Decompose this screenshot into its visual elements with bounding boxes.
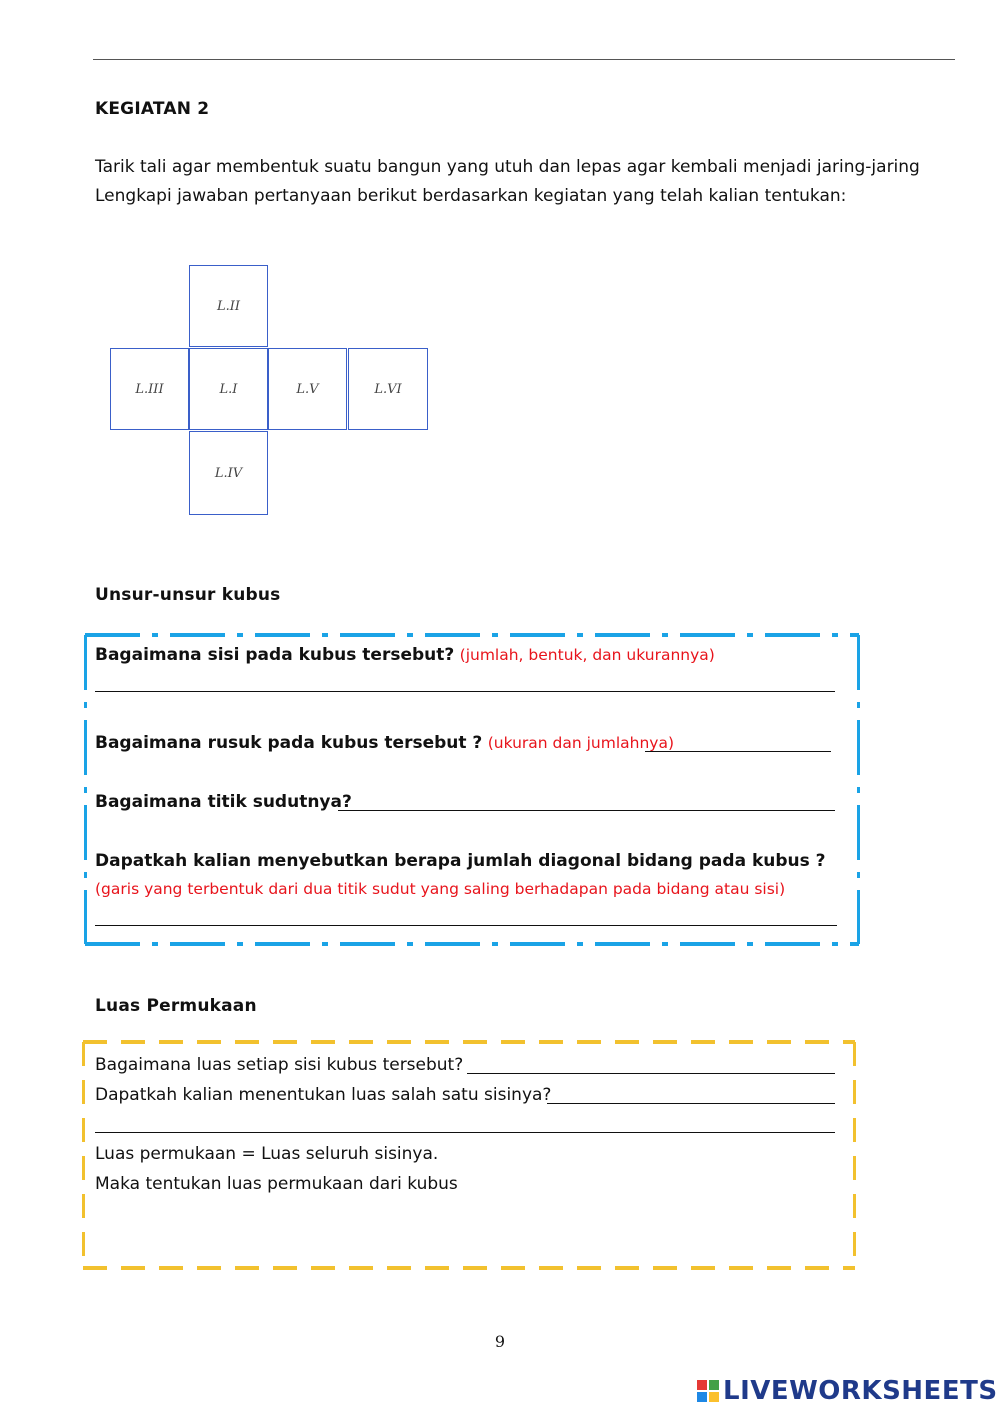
net-face-right[interactable]: L.V — [268, 348, 347, 430]
question-sisi-hint: (jumlah, bentuk, dan ukurannya) — [459, 646, 715, 664]
instruction-line-2: Lengkapi jawaban pertanyaan berikut berdasarkan kegiatan yang telah kalian tentukan: — [95, 186, 847, 206]
net-face-top[interactable]: L.II — [189, 265, 268, 347]
answer-line-luas-1[interactable] — [467, 1073, 835, 1074]
question-rusuk-text: Bagaimana rusuk pada kubus tersebut ? — [95, 733, 483, 753]
answer-line-titik-sudut[interactable] — [338, 810, 835, 811]
question-sisi — [95, 645, 715, 665]
net-face-left[interactable]: L.III — [110, 348, 189, 430]
answer-line-luas-2[interactable] — [547, 1103, 835, 1104]
luas-statement: Luas permukaan = Luas seluruh sisinya. — [95, 1144, 439, 1164]
header-rule — [93, 59, 955, 60]
liveworksheets-logo-text: LIVEWORKSHEETS — [723, 1376, 998, 1406]
activity-heading: KEGIATAN 2 — [95, 99, 210, 119]
question-rusuk-hint: (ukuran dan jumlahnya) — [487, 734, 675, 752]
liveworksheets-logo-icon — [697, 1380, 719, 1402]
answer-line-diagonal[interactable] — [95, 925, 837, 926]
question-sisi-text: Bagaimana sisi pada kubus tersebut? — [95, 645, 455, 665]
luas-question-1: Bagaimana luas setiap sisi kubus tersebut? — [95, 1055, 464, 1075]
page-number: 9 — [494, 1332, 506, 1351]
liveworksheets-logo — [697, 1376, 998, 1406]
question-diagonal-hint: (garis yang terbentuk dari dua titik sudut yang saling berhadapan pada bidang atau sisi) — [95, 880, 786, 898]
answer-line-luas-3[interactable] — [95, 1132, 835, 1133]
net-face-far-right[interactable]: L.VI — [348, 348, 428, 430]
answer-line-sisi[interactable] — [95, 691, 835, 692]
question-rusuk — [95, 733, 674, 753]
question-diagonal: Dapatkah kalian menyebutkan berapa jumlah diagonal bidang pada kubus ? — [95, 851, 826, 871]
luas-instruction: Maka tentukan luas permukaan dari kubus — [95, 1174, 458, 1194]
net-face-bottom[interactable]: L.IV — [189, 431, 268, 515]
question-titik-sudut: Bagaimana titik sudutnya? — [95, 792, 352, 812]
section-title-unsur: Unsur-unsur kubus — [95, 585, 281, 605]
section-title-luas: Luas Permukaan — [95, 996, 257, 1016]
blue-dashed-frame — [84, 633, 860, 946]
luas-question-2: Dapatkah kalian menentukan luas salah satu sisinya? — [95, 1085, 552, 1105]
instruction-line-1: Tarik tali agar membentuk suatu bangun yang utuh dan lepas agar kembali menjadi jaring-jaring — [95, 157, 920, 177]
net-face-center[interactable]: L.I — [189, 348, 268, 430]
answer-line-rusuk[interactable] — [645, 751, 831, 752]
